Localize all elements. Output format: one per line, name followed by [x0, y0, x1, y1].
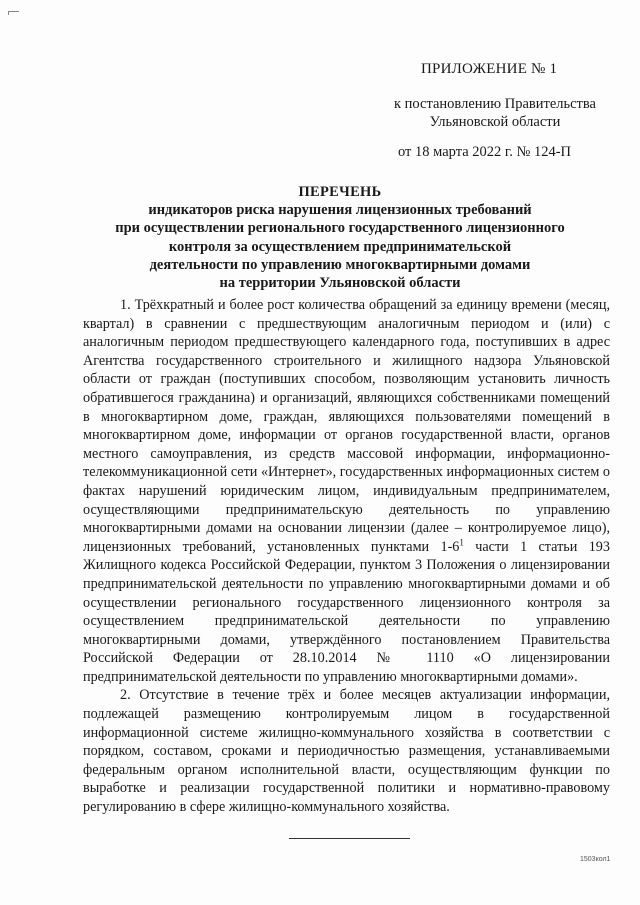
- title-line-1: индикаторов риска нарушения лицензионных требований: [148, 202, 532, 219]
- appendix-label: ПРИЛОЖЕНИЕ № 1: [421, 61, 558, 77]
- title-main: ПЕРЕЧЕНЬ: [298, 184, 382, 200]
- document-body: [83, 296, 610, 817]
- document-stamp: 1503кол1: [580, 856, 611, 863]
- title-line-5: на территории Ульяновской области: [219, 275, 461, 292]
- resolution-line-1: к постановлению Правительства: [394, 96, 596, 112]
- resolution-reference: [380, 95, 610, 131]
- title-line-2: при осуществлении регионального государственного лицензионного: [115, 220, 565, 237]
- end-divider: [289, 838, 410, 839]
- document-title: [60, 183, 620, 292]
- paragraph-1: [83, 296, 610, 686]
- paragraph-1-superscript: 1: [459, 536, 464, 547]
- resolution-date: от 18 марта 2022 г. № 124-П: [398, 144, 571, 160]
- paragraph-2: 2. Отсутствие в течение трёх и более месяцев актуализации информации, подлежащей размещению контролируемым лицом в государственной информационной системе жилищно-коммунального хозяйства в соответствии с порядком, составом, сроками и периодичностью размещения, устанавливаемыми федеральным органом исполнительной власти, осуществляющим функции по выработке и реализации государственной политики и нормативно-правовому регулированию в сфере жилищно-коммунального хозяйства.: [83, 687, 610, 816]
- resolution-line-2: Ульяновской области: [429, 114, 561, 130]
- title-line-3: контроля за осуществлением предпринимательской: [168, 238, 512, 255]
- scan-corner-mark: [8, 11, 19, 15]
- title-line-4: деятельности по управлению многоквартирными домами: [149, 256, 531, 273]
- paragraph-1-text-b: части 1 статьи 193 Жилищного кодекса Российской Федерации, пунктом 3 Положения о лицензировании предпринимательской деятельности по управлению многоквартирными домами и об осуществлении регионального государственного лицензионного контроля за осуществлением предпринимательской деятельности по управлению многоквартирными домами, утверждённого постановлением Правительства Российской Федерации от 28.10.2014 № 1110 «О лицензировании предпринимательской деятельности по управлению многоквартирными домами».: [83, 538, 610, 685]
- paragraph-1-text-a: 1. Трёхкратный и более рост количества обращений за единицу времени (месяц, квартал) в сравнении с предшествующим аналогичным периодом и (или) с аналогичным периодом предшествующего календарного года, поступивших в адрес Агентства государственного строительного и жилищного надзора Ульяновской области от граждан (поступивших способом, позволяющим установить личность обратившегося гражданина) и организаций, являющихся собственниками помещений в многоквартирном доме, граждан, являющихся пользователями помещений в многоквартирном доме, информации от органов государственной власти, органов местного самоуправления, из средств массовой информации, информационно-телекоммуникационной сети «Интернет», государственных информационных систем о фактах нарушений юридическим лицом, индивидуальным предпринимателем, осуществляющими предпринимательскую деятельность по управлению многоквартирными домами на основании лицензии (далее – контролируемое лицо), лицензионных требований, установленных пунктами 1-6: [83, 297, 610, 555]
